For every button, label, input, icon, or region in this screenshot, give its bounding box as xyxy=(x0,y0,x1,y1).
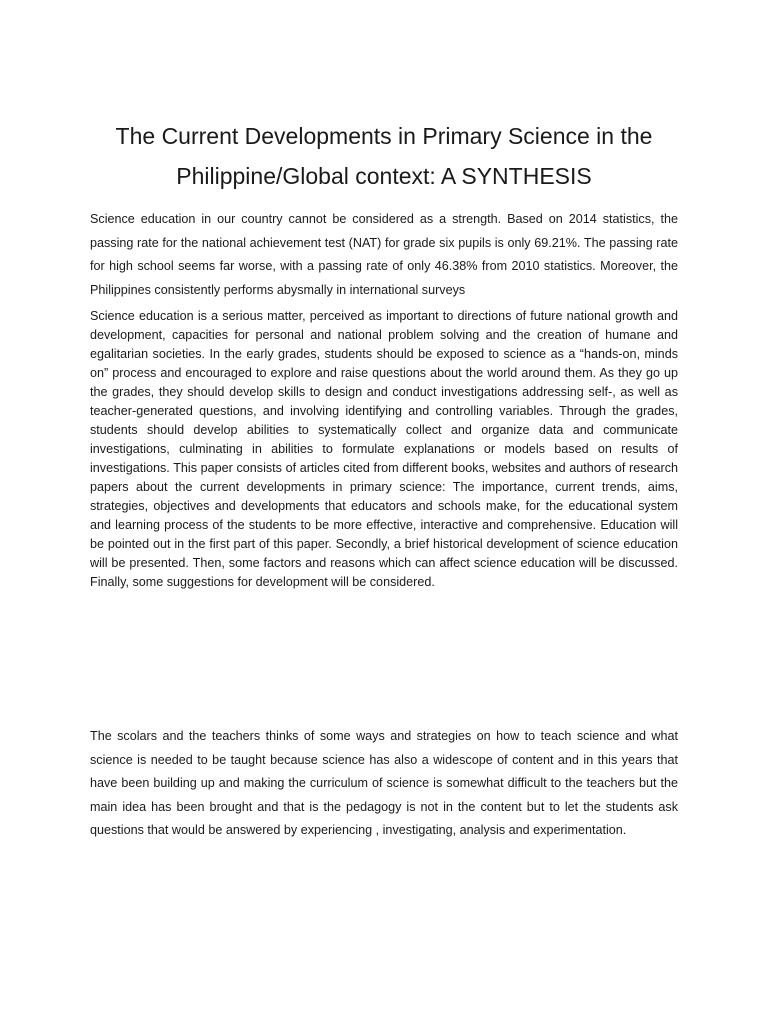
paragraph-statistics: Science education in our country cannot be considered as a strength. Based on 2014 statistics, the passing rate for the national achievement test (NAT) for grade six pupils is only 69.21%. The passing rate for high school seems far worse, with a passing rate of only 46.38% from 2010 statistics. Moreover, the Philippines consistently performs abysmally in international surveys xyxy=(90,212,678,297)
paragraph-teaching-strategies: The scolars and the teachers thinks of some ways and strategies on how to teach science and what science is needed to be taught because science has also a widescope of content and in this years that have been building up and making the curriculum of science is somewhat difficult to the teachers but the main idea has been brought and that is the pedagogy is not in the content but to let the students ask questions that would be answered by experiencing , investigating, analysis and experimentation. xyxy=(90,729,678,837)
paragraph-overview: Science education is a serious matter, perceived as important to directions of future national growth and development, capacities for personal and national problem solving and the creation of humane and egalitarian societies. In the early grades, students should be exposed to science as a “hands-on, minds on” process and encouraged to explore and raise questions about the world around them. As they go up the grades, they should develop skills to design and conduct investigations addressing self-, as well as teacher-generated questions, and involving identifying and controlling variables. Through the grades, students should develop abilities to systematically collect and organize data and communicate investigations, culminating in abilities to formulate explanations or models based on results of investigations. This paper consists of articles cited from different books, websites and authors of research papers about the current developments in primary science: The importance, current trends, aims, strategies, objectives and developments that educators and schools make, for the educational system and learning process of the students to be more effective, interactive and comprehensive. Education will be pointed out in the first part of this paper. Secondly, a brief historical development of science education will be presented. Then, some factors and reasons which can affect science education will be discussed. Finally, some suggestions for development will be considered. xyxy=(90,309,678,589)
document-title: The Current Developments in Primary Science in the Philippine/Global context: A SYNTHESIS xyxy=(115,123,653,189)
